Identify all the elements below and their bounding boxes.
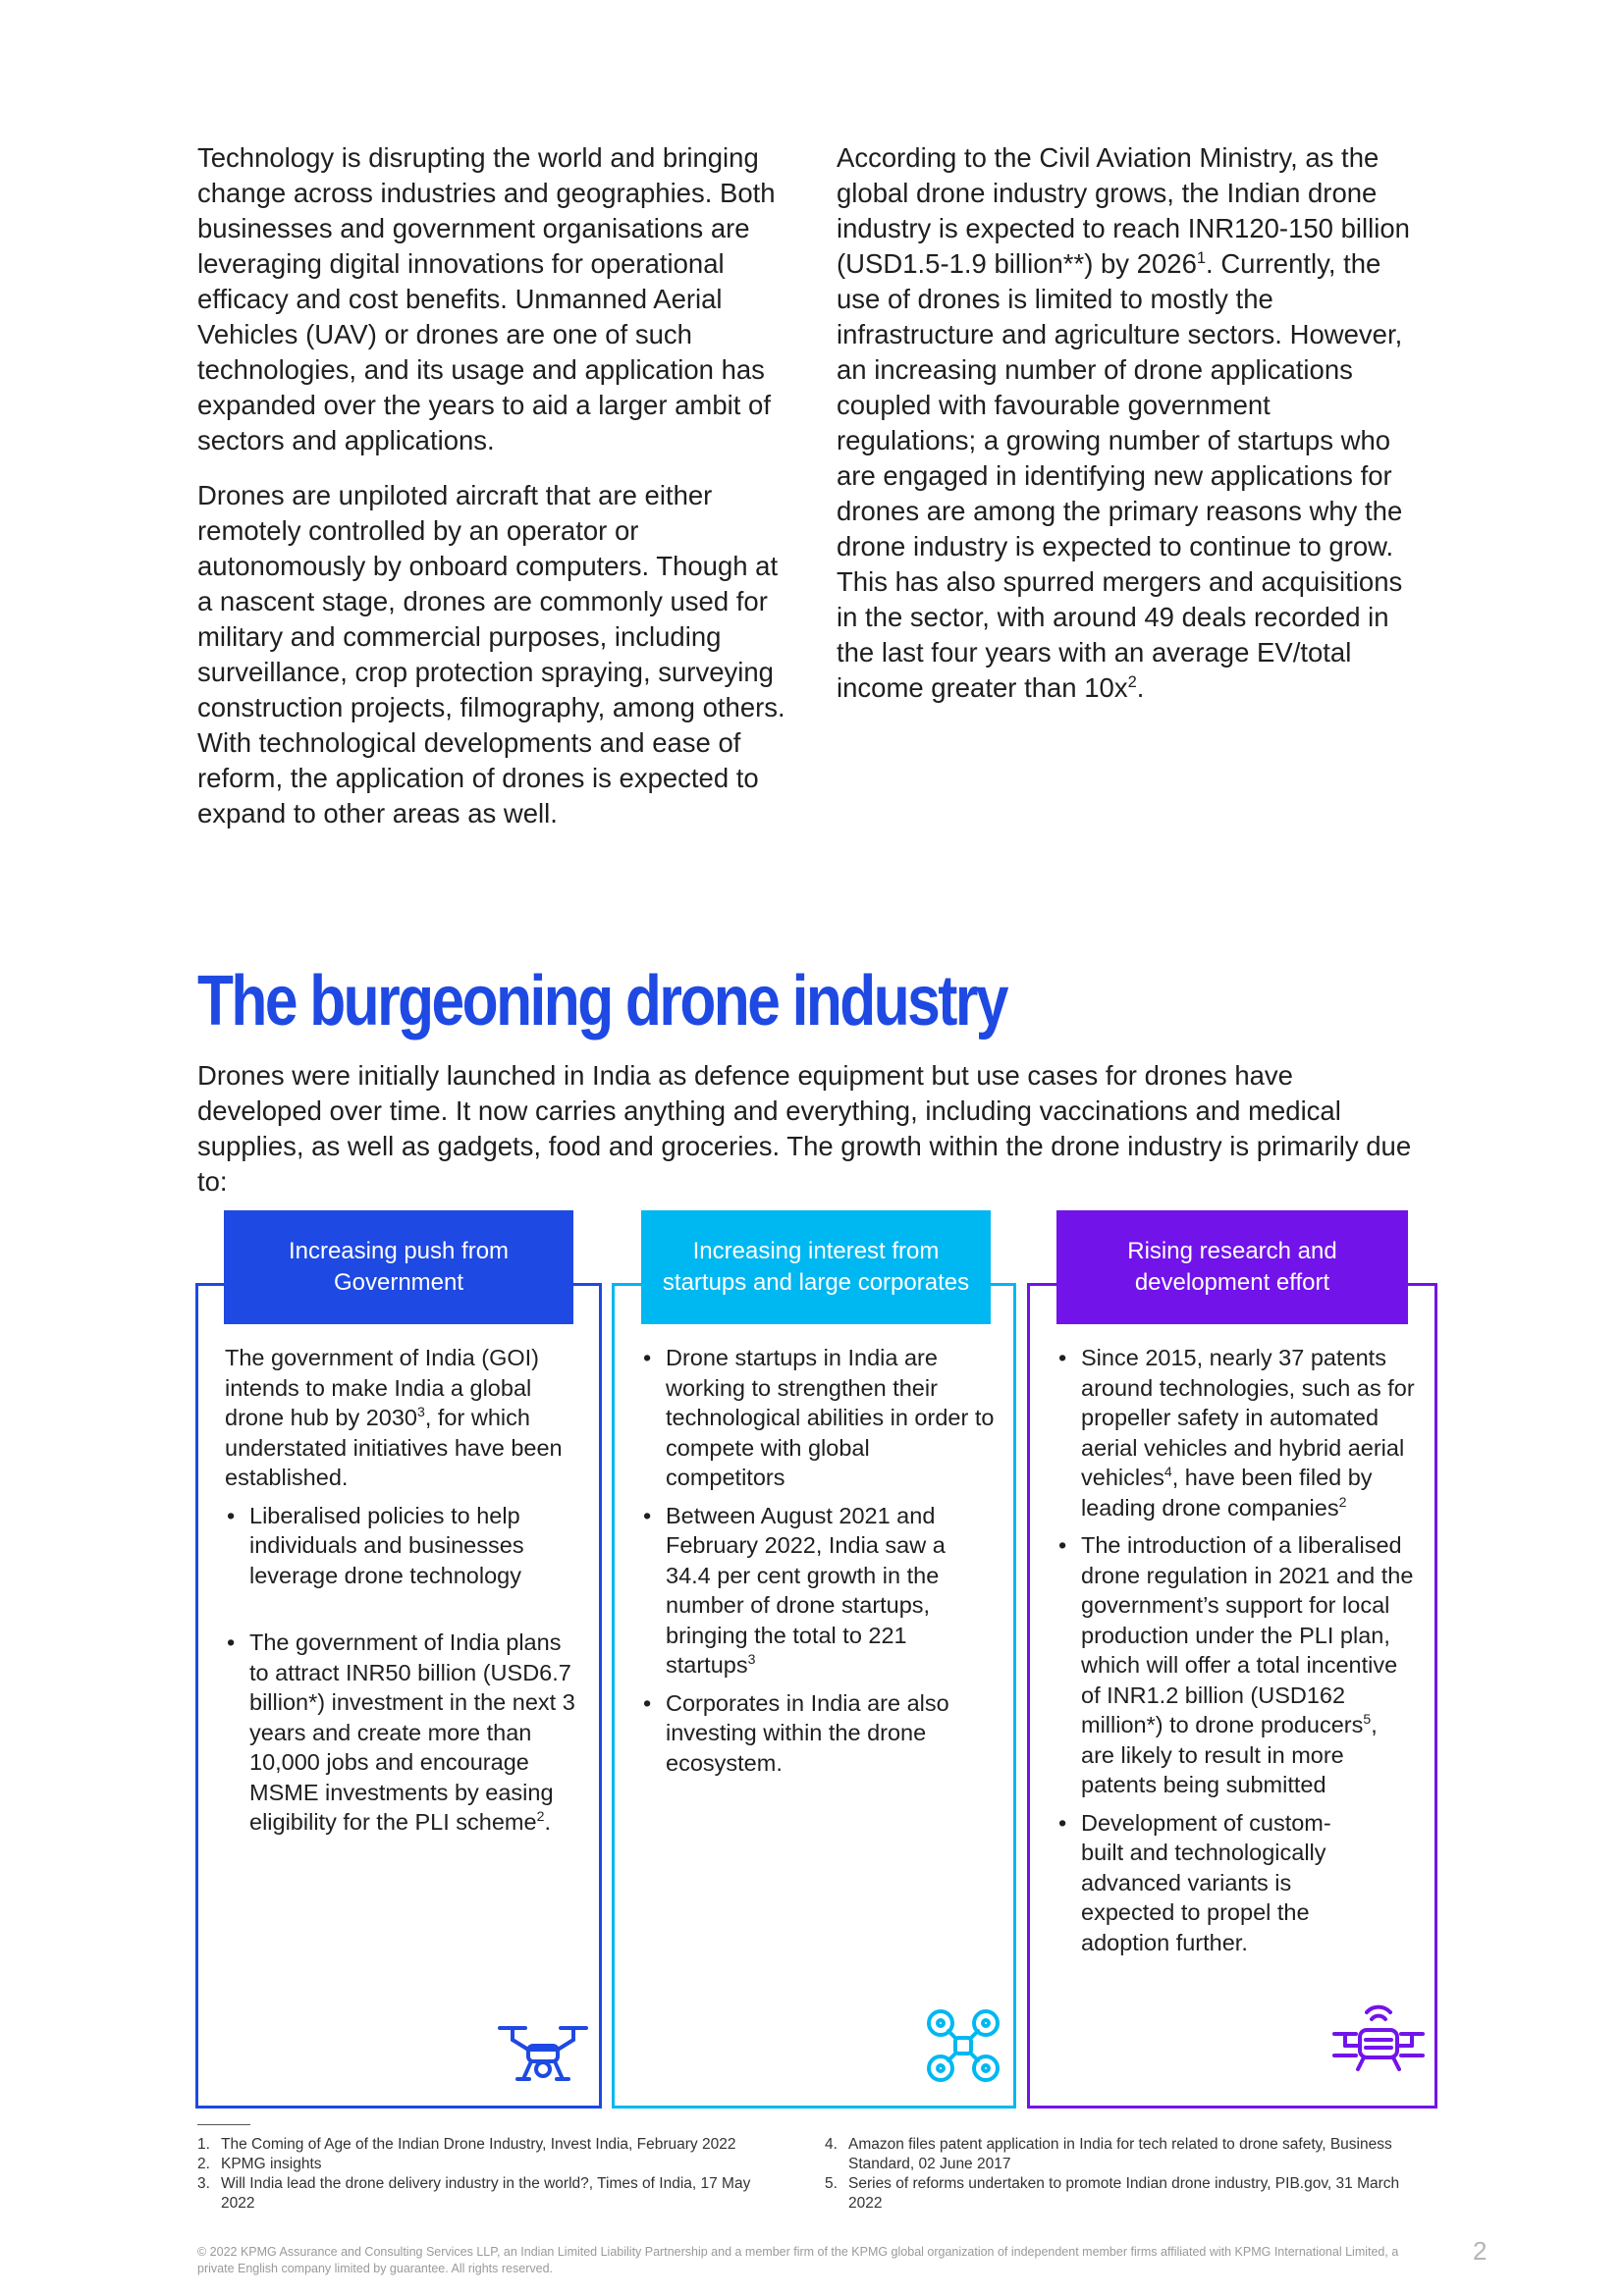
list-item: • Liberalised policies to help individuals and businesses leverage drone technology xyxy=(225,1501,578,1591)
list-item: • Between August 2021 and February 2022, India saw a 34.4 per cent growth in the number of drone startups, bringing the total to 221 startups$^3$ xyxy=(641,1501,995,1681)
pillar-body-government xyxy=(225,1343,578,1845)
footnote-ref[interactable]: 2 xyxy=(1338,1493,1347,1510)
list-item: • Since 2015, nearly 37 patents around technologies, such as for propeller safety in automated aerial vehicles and hybrid aerial vehicles$^4$, have been filed by leading drone companies$^2$ xyxy=(1056,1343,1416,1522)
footnote-ref[interactable]: 3 xyxy=(747,1651,756,1668)
footnotes-right xyxy=(825,2135,1414,2214)
footnotes-left xyxy=(197,2135,786,2214)
drone-icon xyxy=(496,2022,590,2083)
footnote-divider xyxy=(197,2124,250,2125)
section-lead: Drones were initially launched in India as defence equipment but use cases for drones have developed over time. It now carries anything and everything, including vaccinations and medical supplies, as well as gadgets, food and groceries. The growth within the drone industry is primarily due to: xyxy=(197,1060,1412,1197)
quadcopter-icon xyxy=(925,2007,1001,2084)
list-item: • Development of custom-built and technologically advanced variants is expected to propel the adoption further. xyxy=(1056,1808,1416,1958)
list-item: • The government of India plans to attract INR50 billion (USD6.7 billion*) investment in the next 3 years and create more than 10,000 jobs and encourage MSME investments by easing eligibility for the PLI scheme$^2$. xyxy=(225,1628,578,1838)
footnote-item: 1. The Coming of Age of the Indian Drone Industry, Invest India, February 2022 xyxy=(197,2136,736,2153)
intro-paragraph: Drones are unpiloted aircraft that are either remotely controlled by an operator or autonomously by onboard computers. Though at a nascent stage, drones are commonly used for military and commercial purposes, including surveillance, crop protection spraying, surveying construction projects, filmography, among others. With technological developments and ease of reform, the application of drones is expected to expand to other areas as well. xyxy=(197,480,785,828)
footnote-ref[interactable]: 2 xyxy=(536,1808,545,1825)
pillar-intro: The government of India (GOI) intends to make India a global drone hub by 2030$^3$, for which understated initiatives have been established. xyxy=(225,1345,563,1490)
intro-right-column xyxy=(837,140,1416,725)
footnote-ref[interactable]: 3 xyxy=(417,1404,425,1420)
pillar-header-research: Rising research and development effort xyxy=(1056,1210,1408,1324)
footnote-ref[interactable]: 1 xyxy=(1196,248,1207,267)
pillar-body-research xyxy=(1056,1343,1416,1965)
footnote-item: 3. Will India lead the drone delivery industry in the world?, Times of India, 17 May 2022 xyxy=(197,2175,751,2212)
pillar-header-startups: Increasing interest from startups and large corporates xyxy=(641,1210,991,1324)
footnote-ref[interactable]: 4 xyxy=(1163,1464,1172,1480)
pillar-body-startups xyxy=(641,1343,995,1786)
footnote-ref[interactable]: 5 xyxy=(1363,1711,1372,1728)
pillar-header-government: Increasing push from Government xyxy=(224,1210,573,1324)
footnote-item: 5. Series of reforms undertaken to promote Indian drone industry, PIB.gov, 31 March 2022 xyxy=(825,2175,1400,2212)
footnote-item: 2. KPMG insights xyxy=(197,2156,322,2172)
page-number: 2 xyxy=(1473,2236,1488,2266)
intro-left-column xyxy=(197,140,786,851)
list-item: • Drone startups in India are working to strengthen their technological abilities in order to compete with global competitors xyxy=(641,1343,995,1493)
section-title: The burgeoning drone industry xyxy=(197,962,1007,1041)
intro-paragraph-market: According to the Civil Aviation Ministry, as the global drone industry grows, the Indian drone industry is expected to reach INR120-150 billion (USD1.5-1.9 billion**) by 2026$^1$. Currently, the use of drones is limited to mostly the infrastructure and agriculture sectors. However, an increasing number of drone applications coupled with favourable government regulations; a growing number of startups who are engaged in identifying new applications for drones are among the primary reasons why the drone industry is expected to continue to grow. This has also spurred mergers and acquisitions in the sector, with around 49 deals recorded in the last four years with an average EV/total income greater than $10x^2$. xyxy=(837,142,1410,703)
list-item: • The introduction of a liberalised drone regulation in 2021 and the government’s support for local production under the PLI plan, which will offer a total incentive of INR1.2 billion (USD162 million*) to drone producers$^5$, are likely to result in more patents being submitted xyxy=(1056,1530,1416,1800)
copyright-notice: © 2022 KPMG Assurance and Consulting Services LLP, an Indian Limited Liability Partnership and a member firm of the KPMG global organization of independent member firms affiliated with KPMG International Limited, a private English company limited by guarantee. All rights reserved. xyxy=(197,2245,1399,2275)
footnote-ref[interactable]: 2 xyxy=(1127,672,1137,691)
intro-paragraph: Technology is disrupting the world and bringing change across industries and geographies. Both businesses and government organisations are leveraging digital innovations for operational efficacy and cost benefits. Unmanned Aerial Vehicles (UAV) or drones are one of such technologies, and its usage and application has expanded over the years to aid a larger ambit of sectors and applications. xyxy=(197,142,776,455)
footnote-item: 4. Amazon files patent application in India for tech related to drone safety, Business Standard, 02 June 2017 xyxy=(825,2136,1392,2172)
connected-drone-icon xyxy=(1330,2002,1427,2073)
list-item: • Corporates in India are also investing within the drone ecosystem. xyxy=(641,1688,995,1779)
